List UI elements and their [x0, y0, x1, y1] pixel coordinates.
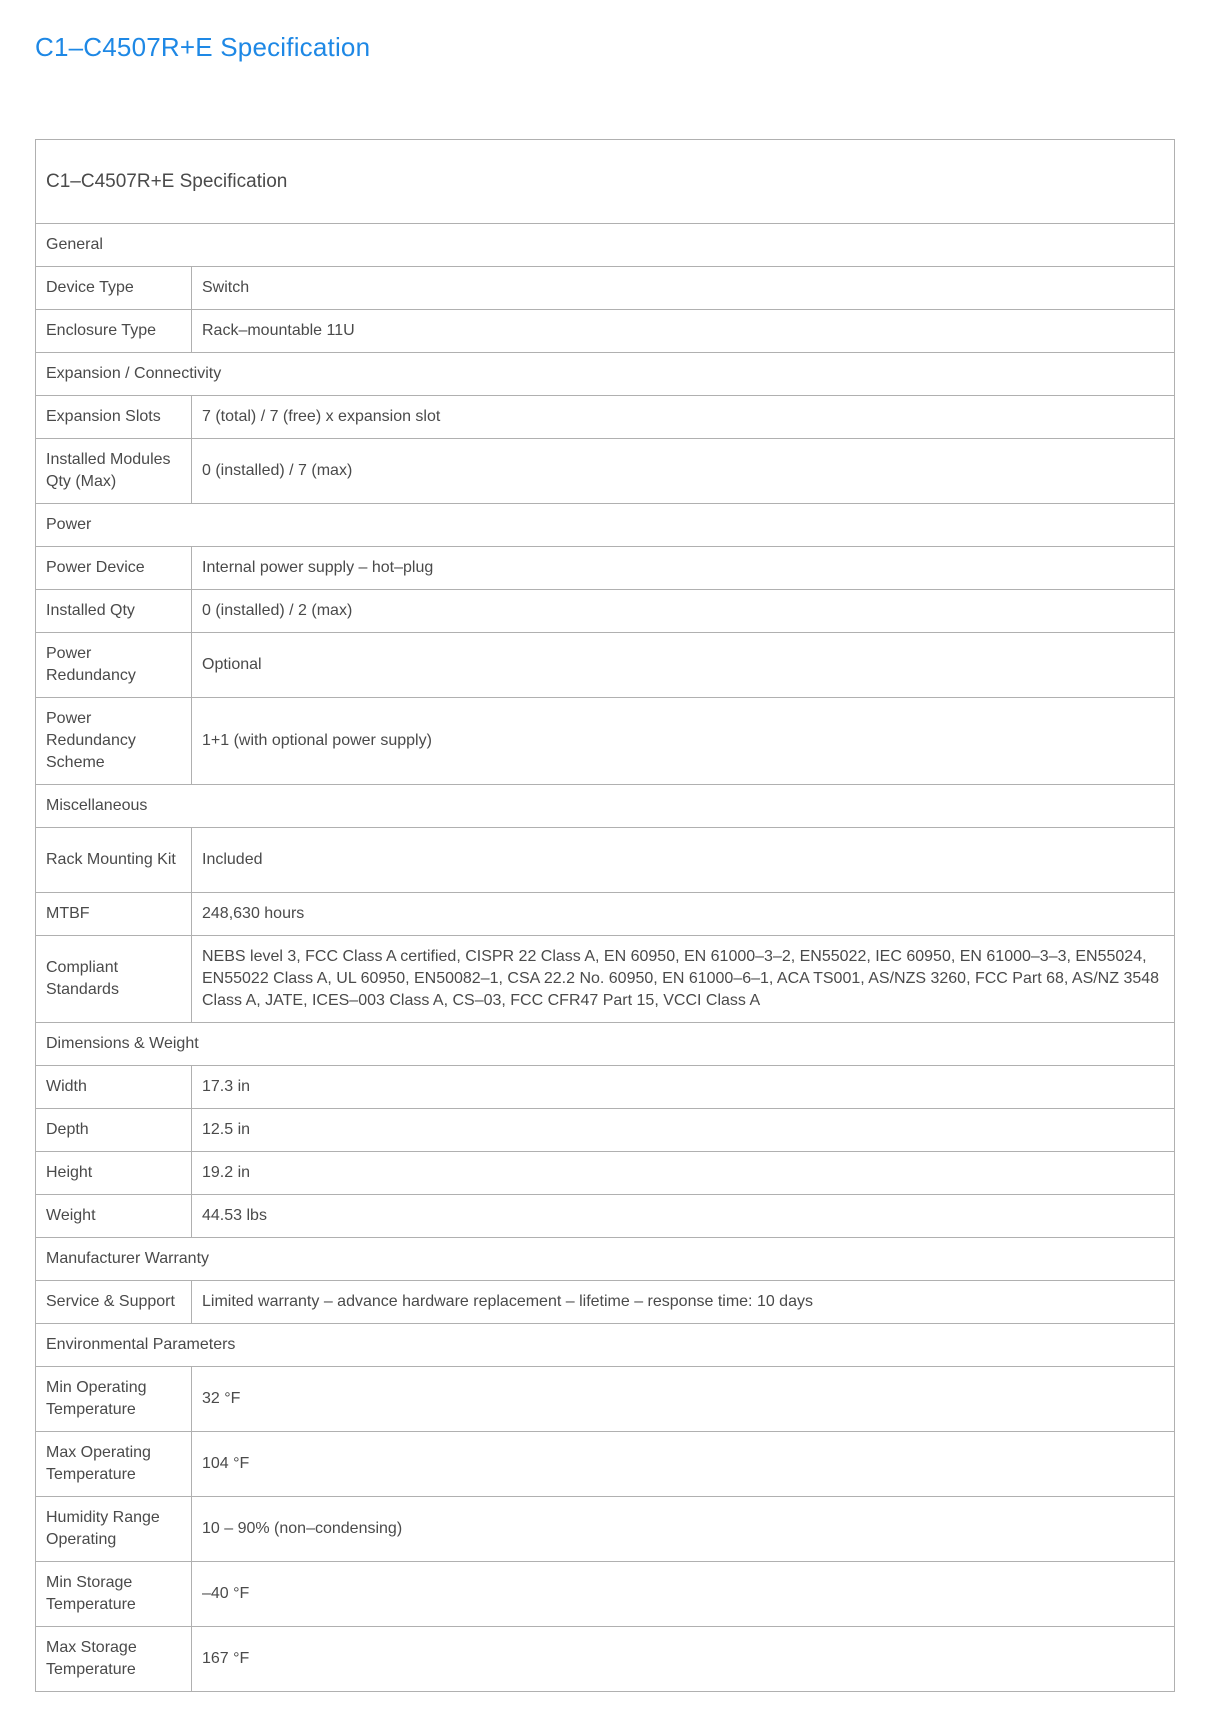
spec-row	[36, 1497, 1175, 1562]
spec-label: Rack Mounting Kit	[36, 828, 192, 893]
spec-value: NEBS level 3, FCC Class A certified, CISPR 22 Class A, EN 60950, EN 61000–3–2, EN55022, IEC 60950, EN 61000–3–3, EN55024, EN55022 Class A, UL 60950, EN50082–1, CSA 22.2 No. 60950, EN 61000–6–1, ACA TS001, AS/NZS 3260, FCC Part 68, AS/NZ 3548 Class A, JATE, ICES–003 Class A, CS–03, FCC CFR47 Part 15, VCCI Class A	[192, 936, 1175, 1023]
spec-value: 248,630 hours	[192, 893, 1175, 936]
spec-row	[36, 590, 1175, 633]
spec-label: Installed Modules Qty (Max)	[36, 439, 192, 504]
section-row	[36, 1238, 1175, 1281]
spec-label: Power Redundancy	[36, 633, 192, 698]
spec-row	[36, 439, 1175, 504]
spec-label: Height	[36, 1152, 192, 1195]
spec-label: Min Storage Temperature	[36, 1562, 192, 1627]
spec-value: 10 – 90% (non–condensing)	[192, 1497, 1175, 1562]
section-row	[36, 504, 1175, 547]
section-heading-environmental: Environmental Parameters	[36, 1324, 1175, 1367]
spec-row	[36, 1627, 1175, 1692]
spec-row	[36, 1066, 1175, 1109]
section-row	[36, 353, 1175, 396]
spec-label: Max Operating Temperature	[36, 1432, 192, 1497]
spec-value: 7 (total) / 7 (free) x expansion slot	[192, 396, 1175, 439]
section-heading-expansion: Expansion / Connectivity	[36, 353, 1175, 396]
spec-row	[36, 1367, 1175, 1432]
section-row	[36, 785, 1175, 828]
spec-row	[36, 1195, 1175, 1238]
spec-row	[36, 1109, 1175, 1152]
spec-row	[36, 1432, 1175, 1497]
section-heading-miscellaneous: Miscellaneous	[36, 785, 1175, 828]
spec-label: Weight	[36, 1195, 192, 1238]
spec-value: 0 (installed) / 7 (max)	[192, 439, 1175, 504]
spec-label: Max Storage Temperature	[36, 1627, 192, 1692]
spec-label: Installed Qty	[36, 590, 192, 633]
spec-value: 167 °F	[192, 1627, 1175, 1692]
page-title: C1–C4507R+E Specification	[35, 32, 371, 62]
spec-table	[35, 139, 1175, 1692]
spec-value: 12.5 in	[192, 1109, 1175, 1152]
spec-row	[36, 1562, 1175, 1627]
spec-row	[36, 267, 1175, 310]
spec-value: –40 °F	[192, 1562, 1175, 1627]
spec-value: Internal power supply – hot–plug	[192, 547, 1175, 590]
spec-value: 19.2 in	[192, 1152, 1175, 1195]
section-heading-dimensions: Dimensions & Weight	[36, 1023, 1175, 1066]
spec-label: Expansion Slots	[36, 396, 192, 439]
spec-value: Limited warranty – advance hardware replacement – lifetime – response time: 10 days	[192, 1281, 1175, 1324]
spec-label: Humidity Range Operating	[36, 1497, 192, 1562]
spec-value: Switch	[192, 267, 1175, 310]
spec-value: Optional	[192, 633, 1175, 698]
spec-value: Included	[192, 828, 1175, 893]
spec-value: 44.53 lbs	[192, 1195, 1175, 1238]
spec-row	[36, 828, 1175, 893]
spec-label: Enclosure Type	[36, 310, 192, 353]
spec-value: 1+1 (with optional power supply)	[192, 698, 1175, 785]
spec-value: Rack–mountable 11U	[192, 310, 1175, 353]
spec-row	[36, 1152, 1175, 1195]
section-row	[36, 224, 1175, 267]
spec-row	[36, 936, 1175, 1023]
spec-label: Service & Support	[36, 1281, 192, 1324]
table-heading-row	[36, 140, 1175, 224]
section-heading-general: General	[36, 224, 1175, 267]
spec-label: Min Operating Temperature	[36, 1367, 192, 1432]
section-row	[36, 1324, 1175, 1367]
spec-value: 17.3 in	[192, 1066, 1175, 1109]
spec-label: Compliant Standards	[36, 936, 192, 1023]
spec-label: Power Redundancy Scheme	[36, 698, 192, 785]
section-row	[36, 1023, 1175, 1066]
spec-value: 32 °F	[192, 1367, 1175, 1432]
spec-label: Device Type	[36, 267, 192, 310]
spec-row	[36, 1281, 1175, 1324]
spec-label: Power Device	[36, 547, 192, 590]
spec-row	[36, 893, 1175, 936]
spec-label: MTBF	[36, 893, 192, 936]
spec-row	[36, 396, 1175, 439]
spec-row	[36, 698, 1175, 785]
spec-row	[36, 547, 1175, 590]
spec-label: Width	[36, 1066, 192, 1109]
spec-value: 0 (installed) / 2 (max)	[192, 590, 1175, 633]
spec-row	[36, 310, 1175, 353]
table-heading: C1–C4507R+E Specification	[36, 140, 1175, 224]
section-heading-warranty: Manufacturer Warranty	[36, 1238, 1175, 1281]
spec-label: Depth	[36, 1109, 192, 1152]
section-heading-power: Power	[36, 504, 1175, 547]
spec-value: 104 °F	[192, 1432, 1175, 1497]
spec-row	[36, 633, 1175, 698]
